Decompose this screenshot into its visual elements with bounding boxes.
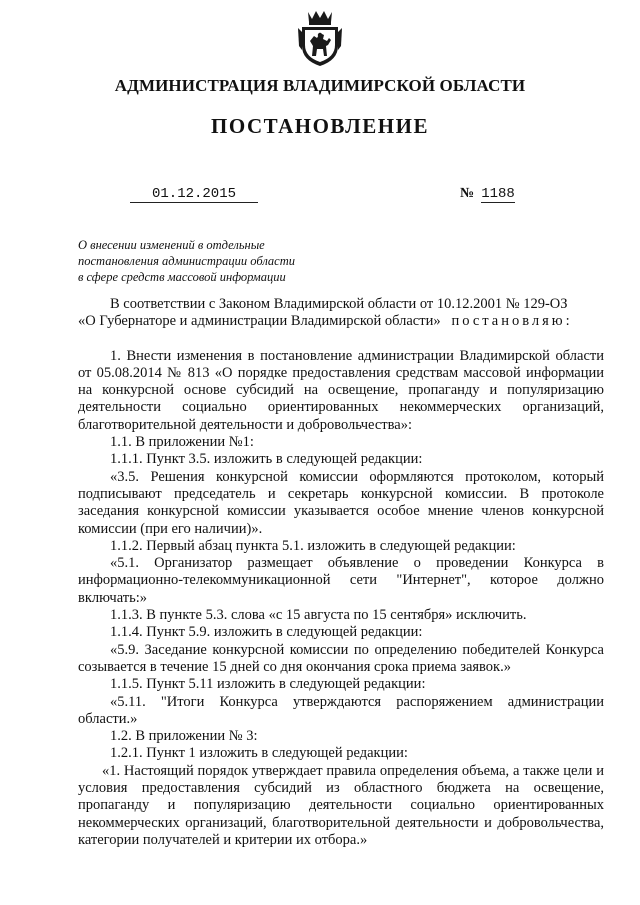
quote-5-1: «5.1. Организатор размещает объявление о проведении Конкурса в информационно-телекоммуникационной сети "Интернет", которое должно включать:» [78,555,604,606]
resolve-word: постановляю: [451,313,573,330]
item-1-1-3: 1.1.3. В пункте 5.3. слова «с 15 августа по 15 сентября» исключить. [110,607,527,624]
item-1-1-2: 1.1.2. Первый абзац пункта 5.1. изложить в следующей редакции: [110,537,516,554]
subject-line: в сфере средств массовой информации [78,270,286,284]
item-1-1: 1.1. В приложении №1: [110,434,254,451]
quote-3-5: «3.5. Решения конкурсной комиссии оформляются протоколом, который подписывают председатель и секретарь конкурсной комиссии. В протоколе заседания конкурсной комиссии указывается особое мнение членов конкурсной комиссии (при его наличии)». [78,468,604,537]
subject-line: О внесении изменений в отдельные [78,238,265,252]
document-date: 01.12.2015 [130,186,258,203]
coat-of-arms-icon [296,8,344,68]
preamble-law-title: «О Губернаторе и администрации Владимирской области» [78,313,441,330]
subject-line: постановления администрации области [78,254,295,268]
item-1-1-1: 1.1.1. Пункт 3.5. изложить в следующей редакции: [110,451,423,468]
number-label: № [460,186,475,201]
document-subject [78,237,295,285]
quote-1: «1. Настоящий порядок утверждает правила определения объема, а также цели и условия предоставления субсидий из областного бюджета на освещение, пропаганду и популяризацию деятельности социально ориентированных некоммерческих организаций, благотворительной деятельности и добровольчества, категории получателей и критерии их отбора.» [78,762,604,848]
quote-5-9: «5.9. Заседание конкурсной комиссии по определению победителей Конкурса созывается в течение 15 дней со дня окончания срока приема заявок.» [78,641,604,675]
preamble-line-1: В соответствии с Законом Владимирской области от 10.12.2001 № 129-ОЗ [110,296,568,312]
quote-5-11: «5.11. "Итоги Конкурса утверждаются распоряжением администрации области.» [78,693,604,727]
item-1-2-1: 1.2.1. Пункт 1 изложить в следующей редакции: [110,745,408,762]
document-body [78,296,604,849]
document-number: 1188 [481,186,515,202]
item-1: 1. Внести изменения в постановление администрации Владимирской области от 05.08.2014 № 813 «О порядке предоставления средствам массовой информации на конкурсной основе субсидий на освещение, пропаганду и популяризацию деятельности социально ориентированных некоммерческих организаций, благотворительной деятельности и добровольчества»: [78,347,604,433]
item-1-1-4: 1.1.4. Пункт 5.9. изложить в следующей редакции: [110,624,423,641]
preamble-line-2 [78,313,604,330]
item-1-1-5: 1.1.5. Пункт 5.11 изложить в следующей редакции: [110,676,426,693]
item-1-2: 1.2. В приложении № 3: [110,728,258,745]
organization-name: АДМИНИСТРАЦИЯ ВЛАДИМИРСКОЙ ОБЛАСТИ [114,76,526,95]
document-type-title: ПОСТАНОВЛЕНИЕ [211,114,429,138]
